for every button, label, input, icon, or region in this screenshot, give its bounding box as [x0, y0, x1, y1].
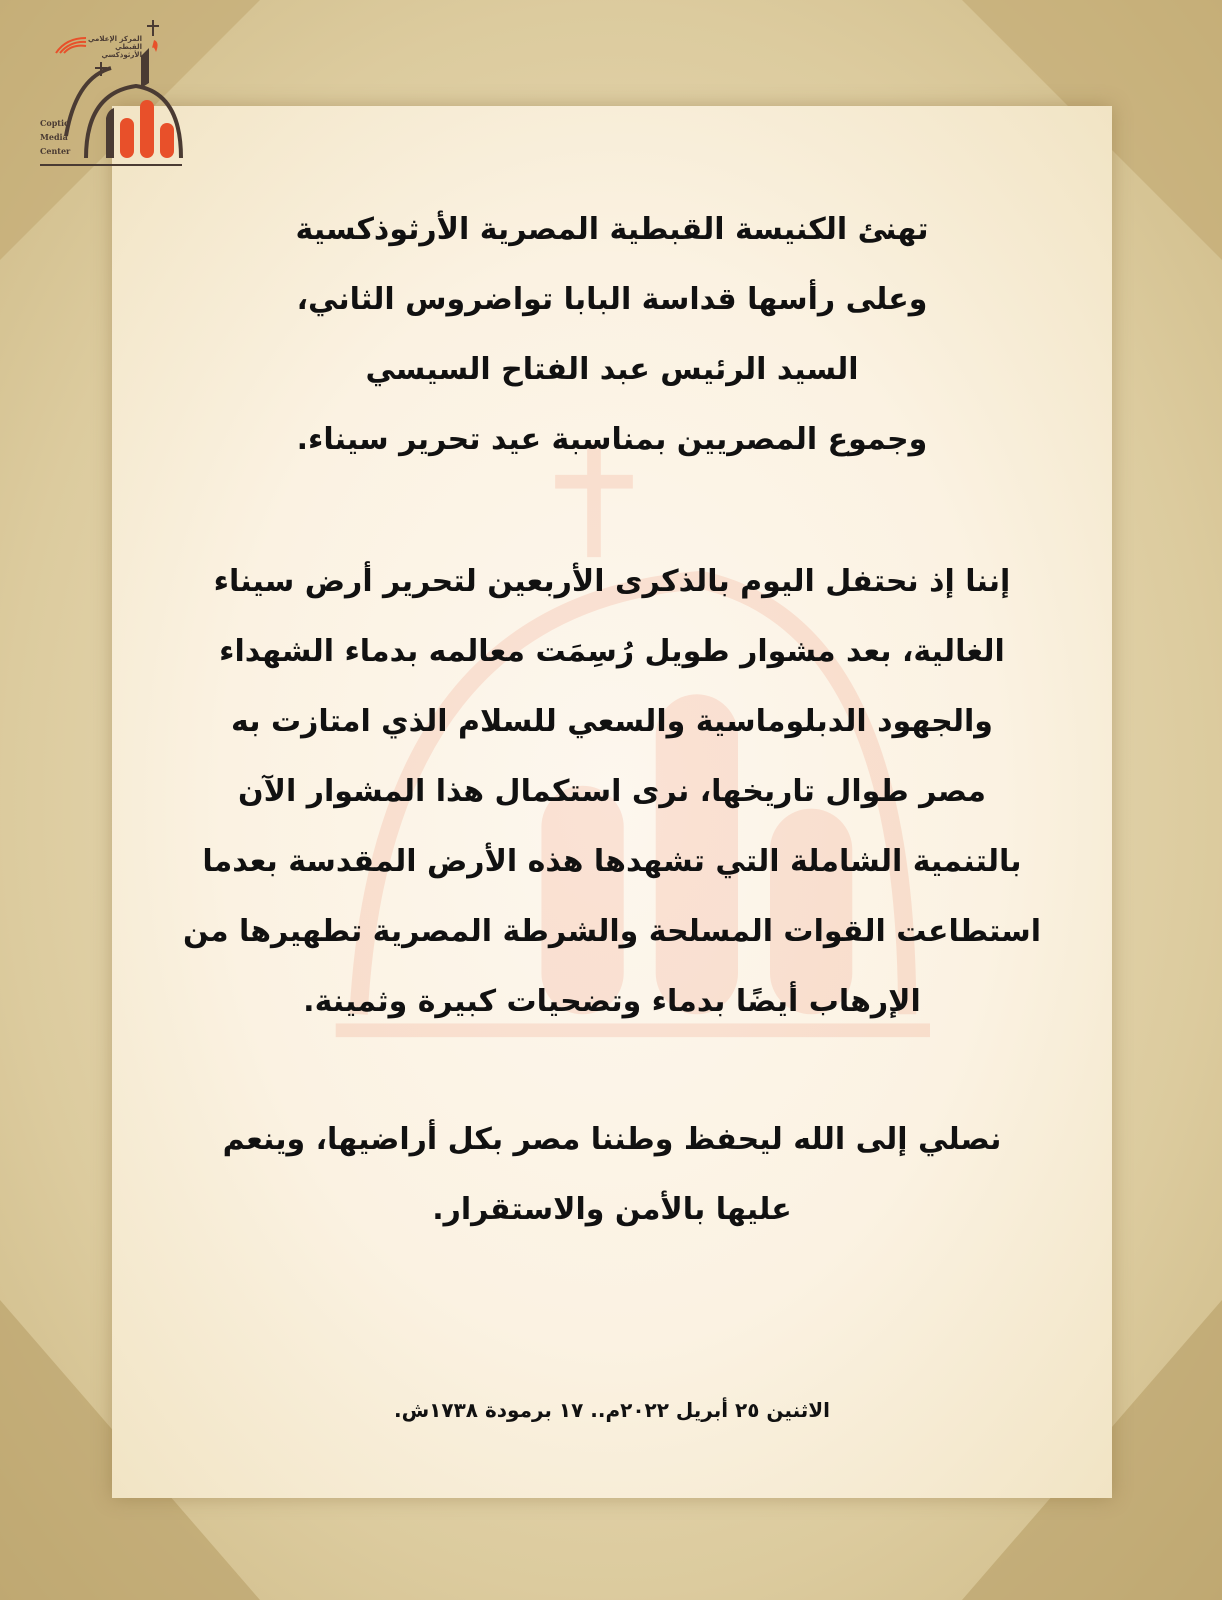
greeting-line: وجموع المصريين بمناسبة عيد تحرير سيناء. — [296, 422, 928, 457]
body-line: الإرهاب أيضًا بدماء وتضحيات كبيرة وثمينة. — [303, 984, 921, 1019]
watermark-logo — [250, 420, 970, 1060]
greeting-line: السيد الرئيس عبد الفتاح السيسي — [365, 352, 859, 387]
body-line: الغالية، بعد مشوار طويل رُسِمَت معالمه بدماء الشهداء — [219, 634, 1005, 669]
logo-arabic-text: المركز الإعلامي القبطي الأرثوذكسي — [87, 35, 142, 59]
body-line: بالتنمية الشاملة التي تشهدها هذه الأرض المقدسة بعدما — [202, 844, 1022, 879]
greeting-line: تهنئ الكنيسة القبطية المصرية الأرثوذكسية — [295, 212, 929, 247]
body-line: استطاعت القوات المسلحة والشرطة المصرية تطهيرها من — [182, 914, 1042, 949]
greeting-line: وعلى رأسها قداسة البابا تواضروس الثاني، — [296, 282, 928, 317]
body-line: والجهود الدبلوماسية والسعي للسلام الذي امتازت به — [231, 704, 993, 739]
logo-text-coptic: Coptic — [40, 118, 69, 128]
logo-text-center: Center — [40, 146, 71, 156]
date-line: الاثنين ٢٥ أبريل ٢٠٢٢م.. ١٧ برمودة ١٧٣٨ش. — [393, 1398, 831, 1422]
body-line: إننا إذ نحتفل اليوم بالذكرى الأربعين لتحرير أرض سيناء — [213, 564, 1011, 599]
coptic-media-center-logo — [36, 18, 186, 170]
logo-text-media: Media — [40, 132, 68, 142]
prayer-line: عليها بالأمن والاستقرار. — [432, 1192, 792, 1227]
prayer-line: نصلي إلى الله ليحفظ وطننا مصر بكل أراضيها، وينعم — [222, 1122, 1002, 1157]
body-line: مصر طوال تاريخها، نرى استكمال هذا المشوار الآن — [238, 774, 986, 809]
